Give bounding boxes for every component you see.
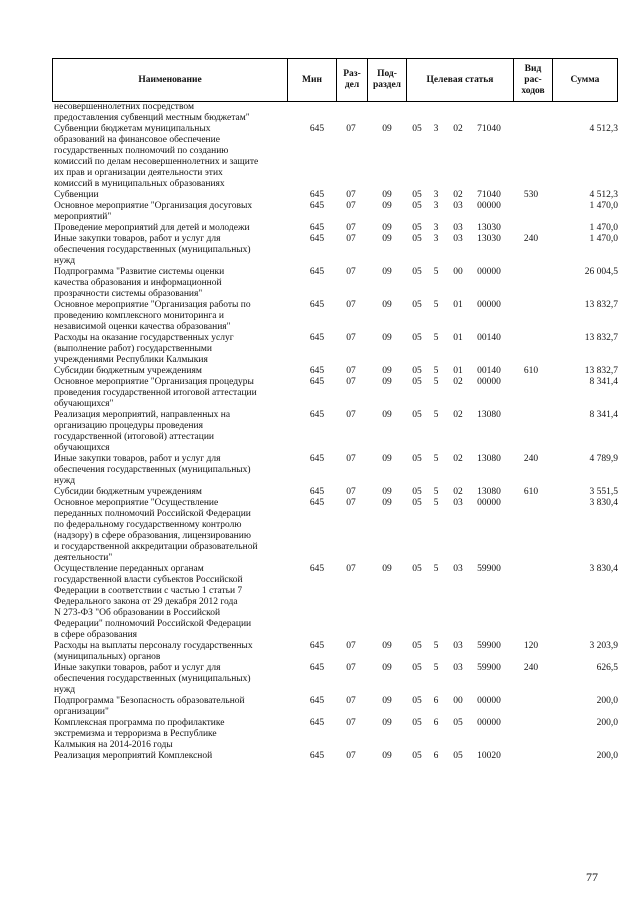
- row-target-code: 00140: [477, 366, 501, 376]
- row-target-event: 03: [453, 223, 463, 233]
- row-sum: 4 512,3: [589, 124, 618, 134]
- row-target-subprogram: 3: [433, 201, 439, 211]
- row-target-subprogram: 3: [433, 223, 439, 233]
- row-sum: 3 830,4: [589, 498, 618, 508]
- row-target-program: 05: [412, 663, 422, 673]
- row-name: Расходы на оказание государственных услуг (выполнение работ) государственными учреждениями Республики Калмыкия: [54, 333, 234, 365]
- table-row: [52, 223, 618, 234]
- row-target-code: 00000: [477, 201, 501, 211]
- row-target-subprogram: 5: [433, 498, 439, 508]
- row-target-subprogram: 5: [433, 487, 439, 497]
- table-row: [52, 102, 618, 124]
- table-row: [52, 267, 618, 300]
- row-target-subprogram: 3: [433, 190, 439, 200]
- row-target-program: 05: [412, 718, 422, 728]
- row-target-program: 05: [412, 300, 422, 310]
- row-razdel: 07: [346, 201, 356, 211]
- row-target-program: 05: [412, 234, 422, 244]
- row-target-event: 00: [453, 696, 463, 706]
- row-target-code: 59900: [477, 564, 501, 574]
- row-name: Подпрограмма "Развитие системы оценки качества образования и информационной прозрачности системы образования": [54, 267, 225, 299]
- row-target-event: 03: [453, 201, 463, 211]
- table-body: [52, 102, 618, 762]
- row-target-program: 05: [412, 190, 422, 200]
- row-name: Основное мероприятие "Организация досуговых мероприятий": [54, 201, 253, 222]
- row-podrazdel: 09: [382, 751, 392, 761]
- row-podrazdel: 09: [382, 234, 392, 244]
- row-razdel: 07: [346, 333, 356, 343]
- row-target-code: 59900: [477, 663, 501, 673]
- row-min: 645: [309, 377, 325, 387]
- row-target-code: 13080: [477, 454, 501, 464]
- table-row: [52, 487, 618, 498]
- row-target-event: 01: [453, 333, 463, 343]
- row-target-event: 02: [453, 190, 463, 200]
- header-sum: Сумма: [570, 74, 600, 85]
- row-sum: 3 551,5: [589, 487, 618, 497]
- row-target-event: 02: [453, 377, 463, 387]
- row-name: Субвенции бюджетам муниципальных образований на финансовое обеспечение государственных полномочий по созданию комиссий по делам несовершеннолетних и защите их прав и организации деятельности этих комиссий в муниципальных образованиях: [54, 124, 259, 189]
- row-target-program: 05: [412, 564, 422, 574]
- row-razdel: 07: [346, 718, 356, 728]
- row-target-event: 03: [453, 564, 463, 574]
- row-sum: 13 832,7: [584, 300, 618, 310]
- row-podrazdel: 09: [382, 333, 392, 343]
- row-name: Субсидии бюджетным учреждениям: [54, 366, 202, 376]
- row-target-event: 05: [453, 751, 463, 761]
- row-target-code: 13030: [477, 234, 501, 244]
- row-target-program: 05: [412, 223, 422, 233]
- row-podrazdel: 09: [382, 223, 392, 233]
- row-target-program: 05: [412, 487, 422, 497]
- header-razdel: Раз- дел: [343, 69, 361, 90]
- row-target-subprogram: 6: [433, 696, 439, 706]
- header-name: Наименование: [138, 74, 202, 85]
- row-podrazdel: 09: [382, 124, 392, 134]
- row-name: Осуществление переданных органам государственной власти субъектов Российской Федерации в соответствии с частью 1 статьи 7 Федерального закона от 29 декабря 2012 года N 273-ФЗ "Об образовании в Российской Федерации" полномочий Российской Федерации в сфере образования: [54, 564, 252, 640]
- row-sum: 1 470,0: [589, 234, 618, 244]
- row-target-subprogram: 3: [433, 124, 439, 134]
- row-target-subprogram: 5: [433, 454, 439, 464]
- row-target-subprogram: 5: [433, 641, 439, 651]
- row-target-code: 00000: [477, 300, 501, 310]
- row-target-code: 71040: [477, 190, 501, 200]
- row-razdel: 07: [346, 124, 356, 134]
- row-min: 645: [309, 454, 325, 464]
- row-min: 645: [309, 641, 325, 651]
- row-expense-type: 530: [523, 190, 539, 200]
- table-row: [52, 377, 618, 410]
- row-min: 645: [309, 663, 325, 673]
- header-vid: Вид рас- ходов: [521, 63, 545, 96]
- row-razdel: 07: [346, 498, 356, 508]
- row-podrazdel: 09: [382, 696, 392, 706]
- row-podrazdel: 09: [382, 410, 392, 420]
- row-podrazdel: 09: [382, 718, 392, 728]
- row-sum: 200,0: [596, 751, 618, 761]
- row-target-code: 71040: [477, 124, 501, 134]
- table-row: [52, 564, 618, 641]
- row-target-event: 02: [453, 410, 463, 420]
- row-razdel: 07: [346, 454, 356, 464]
- table-row: [52, 300, 618, 333]
- row-razdel: 07: [346, 234, 356, 244]
- row-name: Субвенции: [54, 190, 99, 200]
- row-target-code: 00000: [477, 267, 501, 277]
- row-razdel: 07: [346, 641, 356, 651]
- row-podrazdel: 09: [382, 641, 392, 651]
- row-sum: 8 341,4: [589, 410, 618, 420]
- row-min: 645: [309, 223, 325, 233]
- row-expense-type: 240: [523, 234, 539, 244]
- row-razdel: 07: [346, 696, 356, 706]
- row-min: 645: [309, 190, 325, 200]
- row-sum: 3 203,9: [589, 641, 618, 651]
- row-target-subprogram: 6: [433, 718, 439, 728]
- row-razdel: 07: [346, 223, 356, 233]
- row-expense-type: 240: [523, 454, 539, 464]
- row-target-code: 00140: [477, 333, 501, 343]
- header-target: Целевая статья: [426, 74, 494, 85]
- row-podrazdel: 09: [382, 201, 392, 211]
- row-target-event: 01: [453, 366, 463, 376]
- header-podrazdel: Под- раздел: [372, 69, 402, 90]
- row-target-event: 00: [453, 267, 463, 277]
- row-podrazdel: 09: [382, 498, 392, 508]
- row-name: несовершеннолетних посредством предоставления субвенций местным бюджетам": [54, 102, 250, 123]
- row-sum: 4 512,3: [589, 190, 618, 200]
- header-min: Мин: [302, 74, 322, 85]
- row-razdel: 07: [346, 410, 356, 420]
- row-target-program: 05: [412, 366, 422, 376]
- row-min: 645: [309, 300, 325, 310]
- row-target-code: 00000: [477, 377, 501, 387]
- row-name: Проведение мероприятий для детей и молодежи: [54, 223, 250, 233]
- row-target-program: 05: [412, 454, 422, 464]
- row-razdel: 07: [346, 487, 356, 497]
- row-razdel: 07: [346, 366, 356, 376]
- page-number: 77: [586, 870, 598, 884]
- row-target-program: 05: [412, 410, 422, 420]
- row-target-event: 02: [453, 454, 463, 464]
- row-name: Основное мероприятие "Организация работы по проведению комплексного мониторинга и независимой оценки качества образования": [54, 300, 251, 332]
- row-min: 645: [309, 696, 325, 706]
- row-target-code: 13030: [477, 223, 501, 233]
- table-row: [52, 498, 618, 564]
- row-target-event: 05: [453, 718, 463, 728]
- row-min: 645: [309, 564, 325, 574]
- row-min: 645: [309, 234, 325, 244]
- row-sum: 3 830,4: [589, 564, 618, 574]
- row-expense-type: 610: [523, 487, 539, 497]
- row-target-code: 00000: [477, 718, 501, 728]
- row-sum: 13 832,7: [584, 366, 618, 376]
- row-name: Иные закупки товаров, работ и услуг для обеспечения государственных (муниципальных) нужд: [54, 234, 251, 266]
- table-row: [52, 333, 618, 366]
- row-sum: 4 789,9: [589, 454, 618, 464]
- row-target-event: 01: [453, 300, 463, 310]
- row-name: Подпрограмма "Безопасность образовательной организации": [54, 696, 245, 717]
- row-target-subprogram: 5: [433, 267, 439, 277]
- row-target-event: 02: [453, 124, 463, 134]
- row-name: Иные закупки товаров, работ и услуг для обеспечения государственных (муниципальных) нужд: [54, 454, 251, 486]
- row-sum: 8 341,4: [589, 377, 618, 387]
- row-podrazdel: 09: [382, 377, 392, 387]
- row-target-code: 13080: [477, 410, 501, 420]
- row-podrazdel: 09: [382, 454, 392, 464]
- row-target-program: 05: [412, 267, 422, 277]
- row-target-subprogram: 5: [433, 564, 439, 574]
- row-name: Основное мероприятие "Организация процедуры проведения государственной итоговой аттестации обучающихся": [54, 377, 257, 409]
- row-target-code: 00000: [477, 696, 501, 706]
- row-target-event: 03: [453, 663, 463, 673]
- row-sum: 26 004,5: [584, 267, 618, 277]
- row-sum: 13 832,7: [584, 333, 618, 343]
- row-target-program: 05: [412, 201, 422, 211]
- row-target-code: 10020: [477, 751, 501, 761]
- table-row: [52, 410, 618, 454]
- row-min: 645: [309, 333, 325, 343]
- row-target-event: 02: [453, 487, 463, 497]
- row-min: 645: [309, 487, 325, 497]
- table-row: [52, 751, 618, 762]
- row-target-event: 03: [453, 234, 463, 244]
- table-row: [52, 663, 618, 696]
- row-target-subprogram: 5: [433, 663, 439, 673]
- row-target-subprogram: 5: [433, 366, 439, 376]
- table-row: [52, 366, 618, 377]
- row-target-program: 05: [412, 641, 422, 651]
- row-min: 645: [309, 718, 325, 728]
- row-target-code: 00000: [477, 498, 501, 508]
- row-target-event: 03: [453, 498, 463, 508]
- row-target-program: 05: [412, 696, 422, 706]
- row-target-program: 05: [412, 124, 422, 134]
- row-razdel: 07: [346, 267, 356, 277]
- row-sum: 200,0: [596, 696, 618, 706]
- row-expense-type: 240: [523, 663, 539, 673]
- row-podrazdel: 09: [382, 366, 392, 376]
- row-min: 645: [309, 124, 325, 134]
- row-name: Комплексная программа по профилактике экстремизма и терроризма в Республике Калмыкия на 2014-2016 годы: [54, 718, 225, 750]
- row-target-subprogram: 3: [433, 234, 439, 244]
- row-name: Субсидии бюджетным учреждениям: [54, 487, 202, 497]
- row-min: 645: [309, 751, 325, 761]
- row-sum: 626,5: [596, 663, 618, 673]
- row-razdel: 07: [346, 751, 356, 761]
- row-sum: 200,0: [596, 718, 618, 728]
- row-target-code: 59900: [477, 641, 501, 651]
- row-razdel: 07: [346, 377, 356, 387]
- row-target-program: 05: [412, 751, 422, 761]
- row-target-program: 05: [412, 377, 422, 387]
- row-podrazdel: 09: [382, 564, 392, 574]
- row-razdel: 07: [346, 190, 356, 200]
- row-podrazdel: 09: [382, 267, 392, 277]
- row-name: Иные закупки товаров, работ и услуг для обеспечения государственных (муниципальных) нужд: [54, 663, 251, 695]
- row-target-subprogram: 5: [433, 300, 439, 310]
- row-target-subprogram: 5: [433, 333, 439, 343]
- row-target-program: 05: [412, 333, 422, 343]
- row-name: Реализация мероприятий Комплексной: [54, 751, 213, 761]
- table-row: [52, 201, 618, 223]
- row-razdel: 07: [346, 564, 356, 574]
- row-razdel: 07: [346, 663, 356, 673]
- row-podrazdel: 09: [382, 487, 392, 497]
- row-sum: 1 470,0: [589, 201, 618, 211]
- row-sum: 1 470,0: [589, 223, 618, 233]
- table-row: [52, 234, 618, 267]
- table-row: [52, 454, 618, 487]
- row-target-subprogram: 6: [433, 751, 439, 761]
- row-podrazdel: 09: [382, 190, 392, 200]
- table-row: [52, 696, 618, 718]
- row-min: 645: [309, 267, 325, 277]
- row-name: Реализация мероприятий, направленных на организацию процедуры проведения государственной (итоговой) аттестации обучающихся: [54, 410, 231, 453]
- row-expense-type: 610: [523, 366, 539, 376]
- row-name: Основное мероприятие "Осуществление переданных полномочий Российской Федерации по федеральному государственному контролю (надзору) в сфере образования, лицензированию и государственной аккредитации образовательной деятельности": [54, 498, 258, 563]
- row-name: Расходы на выплаты персоналу государственных (муниципальных) органов: [54, 641, 253, 662]
- table-row: [52, 124, 618, 190]
- row-min: 645: [309, 366, 325, 376]
- table-row: [52, 190, 618, 201]
- row-min: 645: [309, 498, 325, 508]
- row-razdel: 07: [346, 300, 356, 310]
- row-min: 645: [309, 410, 325, 420]
- table-header: [52, 58, 618, 102]
- row-target-code: 13080: [477, 487, 501, 497]
- row-target-subprogram: 5: [433, 377, 439, 387]
- row-target-subprogram: 5: [433, 410, 439, 420]
- row-podrazdel: 09: [382, 663, 392, 673]
- row-podrazdel: 09: [382, 300, 392, 310]
- row-target-program: 05: [412, 498, 422, 508]
- table-row: [52, 641, 618, 663]
- table-row: [52, 718, 618, 751]
- row-target-event: 03: [453, 641, 463, 651]
- row-min: 645: [309, 201, 325, 211]
- row-expense-type: 120: [523, 641, 539, 651]
